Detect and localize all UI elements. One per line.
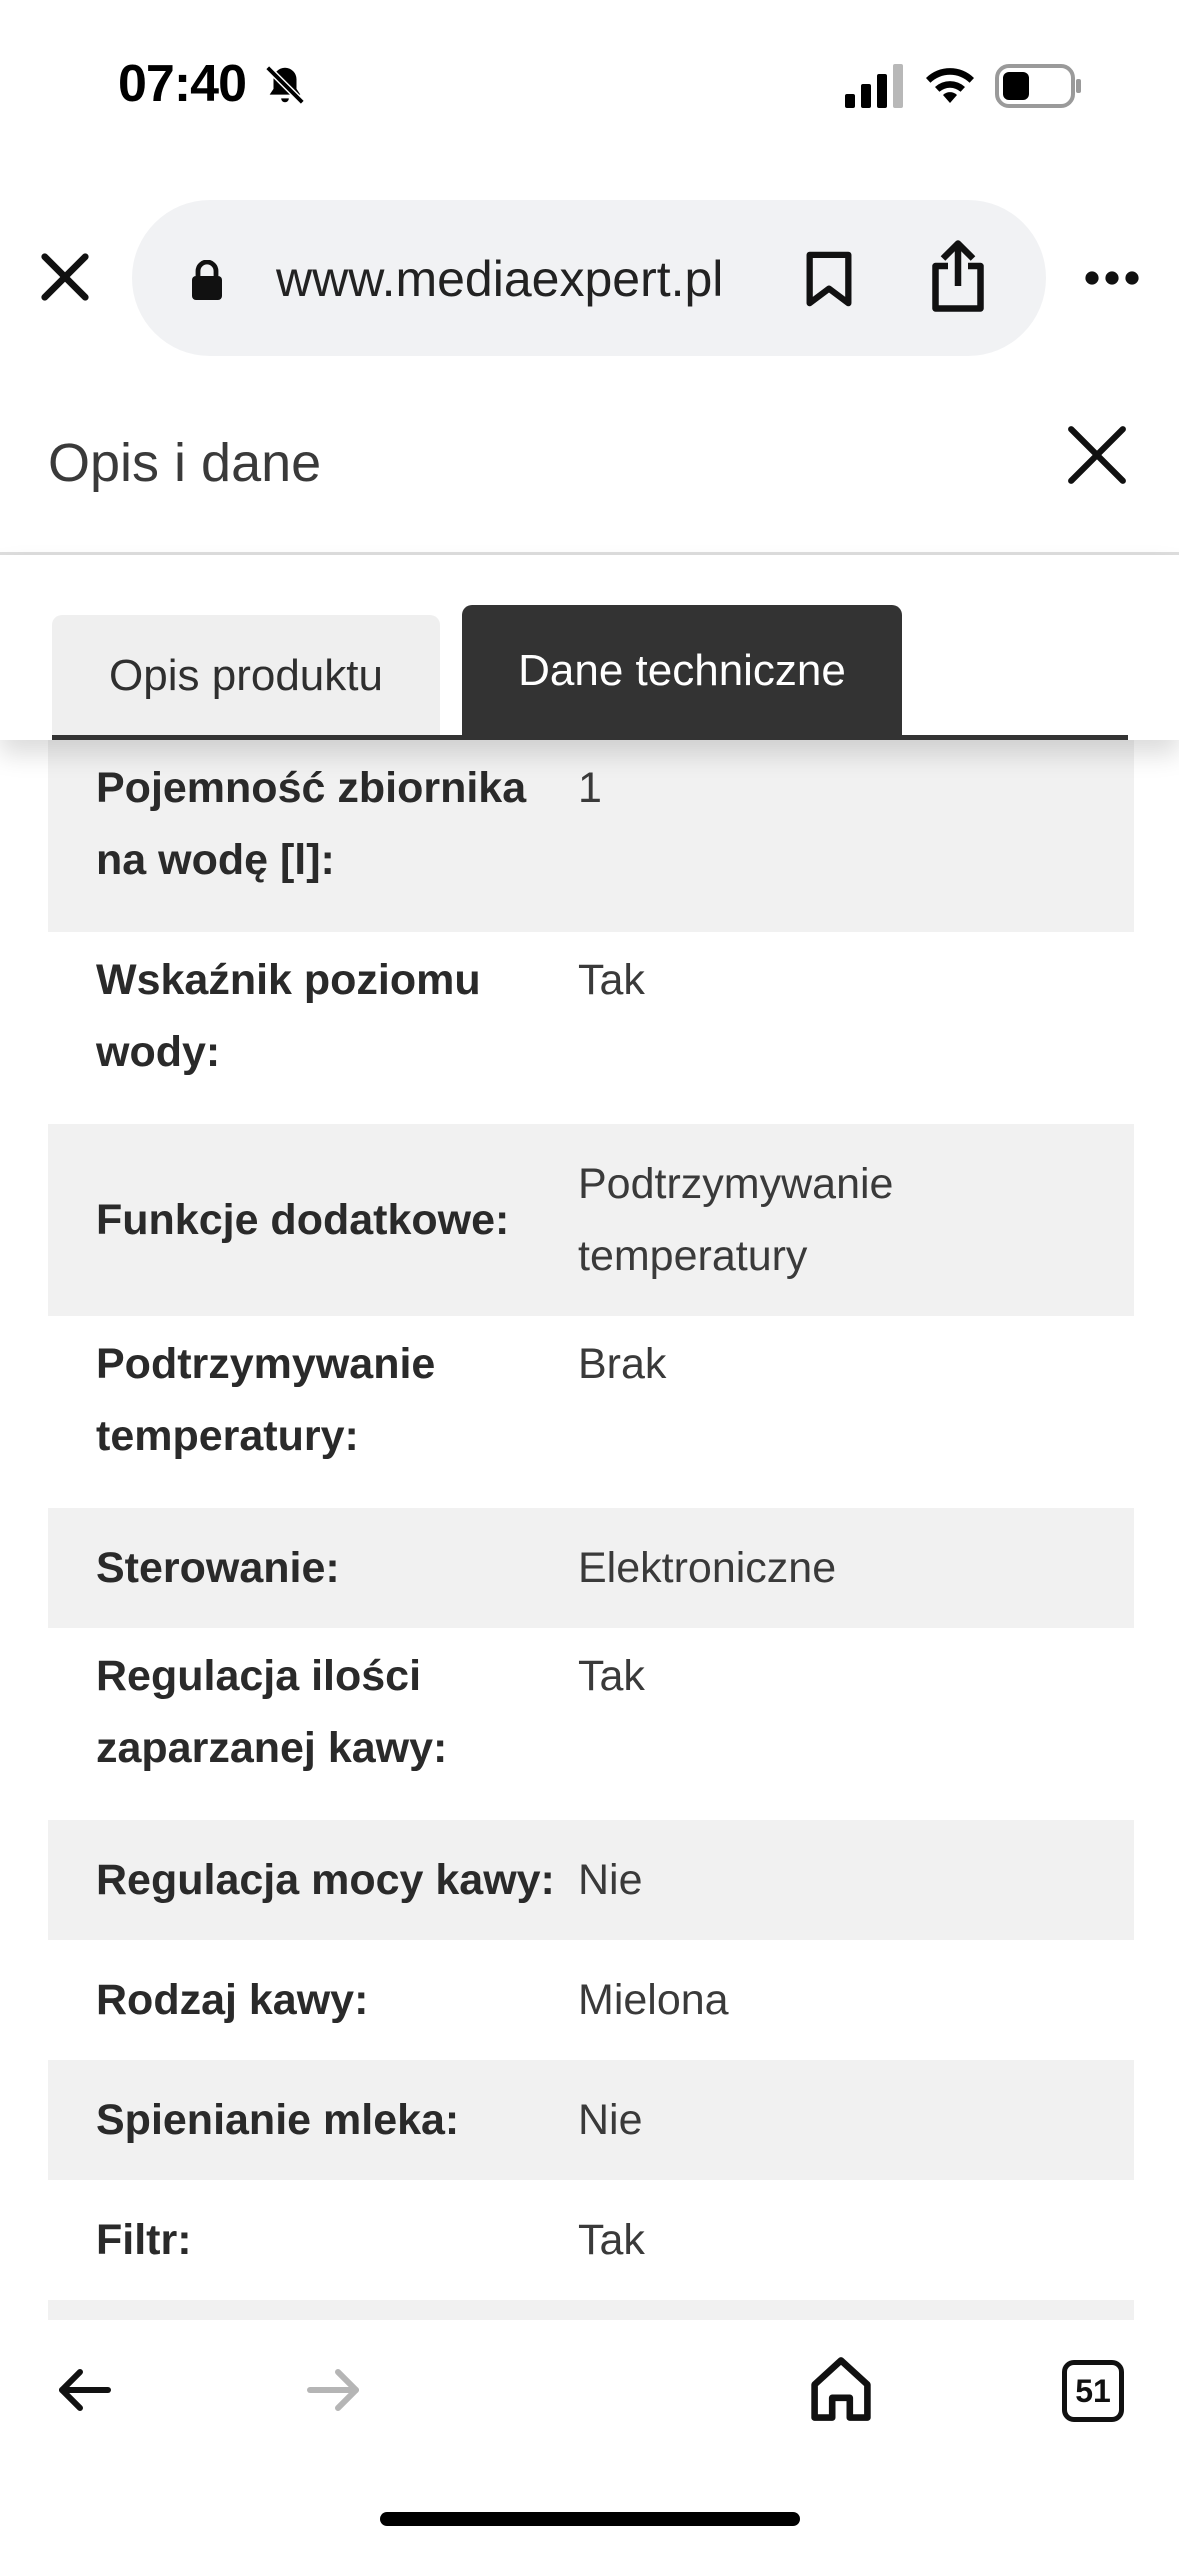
table-row bbox=[48, 1124, 1134, 1316]
table-row bbox=[48, 1316, 1134, 1508]
spec-table bbox=[48, 740, 1134, 2340]
spec-value: Elektroniczne bbox=[578, 1544, 837, 1592]
spec-value: Tak bbox=[578, 956, 645, 1004]
spec-label: Spienianie mleka: bbox=[96, 2096, 460, 2144]
status-bar bbox=[0, 0, 1179, 150]
table-row bbox=[48, 1628, 1134, 1820]
tab-count: 51 bbox=[1075, 2372, 1111, 2409]
tabs-bar bbox=[0, 555, 1179, 740]
spec-value: Brak bbox=[578, 1340, 667, 1388]
close-browser-icon[interactable] bbox=[38, 250, 92, 304]
table-row bbox=[48, 1508, 1134, 1628]
spec-value: Nie bbox=[578, 1856, 643, 1904]
forward-arrow-icon[interactable] bbox=[306, 2366, 362, 2414]
spec-label: Regulacja mocy kawy: bbox=[96, 1856, 555, 1904]
url-bar[interactable] bbox=[132, 200, 1046, 356]
spec-label: Funkcje dodatkowe: bbox=[96, 1196, 510, 1244]
spec-label: Pojemność zbiornika na wodę [l]: bbox=[96, 764, 527, 884]
tab-dane-techniczne[interactable]: Dane techniczne bbox=[462, 605, 902, 737]
spec-label: Rodzaj kawy: bbox=[96, 1976, 369, 2024]
tab-opis-produktu[interactable]: Opis produktu bbox=[52, 615, 440, 737]
lock-icon bbox=[190, 260, 224, 300]
spec-value: Mielona bbox=[578, 1976, 729, 2024]
modal-title: Opis i dane bbox=[48, 433, 322, 493]
spec-value: Podtrzymywanie temperatury bbox=[578, 1160, 894, 1280]
battery-icon bbox=[995, 64, 1083, 108]
spec-value: 1 bbox=[578, 764, 602, 812]
table-row bbox=[48, 2060, 1134, 2180]
spec-label: Regulacja ilości zaparzanej kawy: bbox=[96, 1652, 448, 1772]
tabs-icon[interactable] bbox=[1062, 2360, 1124, 2422]
back-arrow-icon[interactable] bbox=[56, 2366, 112, 2414]
spec-value: Nie bbox=[578, 2096, 643, 2144]
home-indicator bbox=[380, 2512, 800, 2526]
table-row bbox=[48, 2180, 1134, 2300]
bell-slash-icon bbox=[262, 62, 308, 108]
spec-label: Filtr: bbox=[96, 2216, 192, 2264]
status-time: 07:40 bbox=[118, 55, 246, 113]
home-icon[interactable] bbox=[810, 2356, 872, 2422]
spec-label: Sterowanie: bbox=[96, 1544, 340, 1592]
table-row bbox=[48, 1820, 1134, 1940]
more-icon[interactable] bbox=[1084, 268, 1140, 288]
tabs-underline bbox=[52, 735, 1128, 740]
table-row bbox=[48, 740, 1134, 932]
spec-label: Wskaźnik poziomu wody: bbox=[96, 956, 481, 1076]
cellular-signal-icon bbox=[845, 64, 905, 108]
spec-label: Podtrzymywanie temperatury: bbox=[96, 1340, 436, 1460]
modal-close-icon[interactable] bbox=[1066, 424, 1128, 486]
url-text: www.mediaexpert.pl bbox=[276, 251, 724, 307]
spec-value: Tak bbox=[578, 1652, 645, 1700]
spec-value: Tak bbox=[578, 2216, 645, 2264]
table-row bbox=[48, 932, 1134, 1124]
share-icon[interactable] bbox=[928, 238, 988, 314]
wifi-icon bbox=[922, 62, 978, 108]
bookmark-icon[interactable] bbox=[804, 250, 854, 308]
table-row bbox=[48, 1940, 1134, 2060]
